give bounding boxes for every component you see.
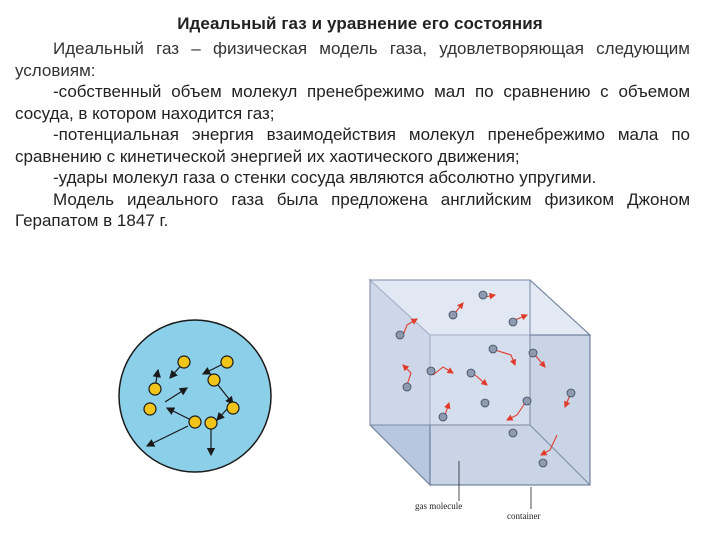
gas-molecule	[396, 331, 404, 339]
gas-molecule-caption: gas molecule	[415, 501, 463, 511]
gas-molecule	[427, 367, 435, 375]
gas-molecule	[489, 345, 497, 353]
paragraph-condition-energy: -потенциальная энергия взаимодействия молекул пренебрежимо мала по сравнению с кинетической энергией их хаотического движения;	[15, 125, 690, 166]
molecule	[221, 356, 233, 368]
vessel-circle	[119, 320, 271, 472]
molecule	[205, 417, 217, 429]
circle-gas-illustration	[115, 318, 275, 478]
molecule	[144, 403, 156, 415]
gas-molecule	[509, 318, 517, 326]
molecule	[227, 402, 239, 414]
gas-molecule	[539, 459, 547, 467]
molecule	[149, 383, 161, 395]
molecule	[189, 416, 201, 428]
paragraph-definition: Идеальный газ – физическая модель газа, удовлетворяющая следующим условиям:	[15, 39, 690, 80]
gas-molecule	[403, 383, 411, 391]
gas-molecule	[479, 291, 487, 299]
container-gas-illustration	[345, 275, 605, 525]
paragraph-history: Модель идеального газа была предложена английским физиком Джоном Герапатом в 1847 г.	[15, 189, 690, 230]
molecule	[208, 374, 220, 386]
body-text	[15, 38, 690, 232]
gas-molecule	[523, 397, 531, 405]
molecule	[178, 356, 190, 368]
gas-molecule	[481, 399, 489, 407]
gas-molecule	[449, 311, 457, 319]
container-front-face	[370, 280, 530, 425]
gas-molecule	[439, 413, 447, 421]
gas-molecule	[529, 349, 537, 357]
paragraph-condition-collisions: -удары молекул газа о стенки сосуда являются абсолютно упругими.	[53, 168, 597, 187]
container-caption: container	[507, 511, 541, 521]
gas-molecule	[467, 369, 475, 377]
page-title: Идеальный газ и уравнение его состояния	[177, 14, 543, 33]
paragraph-condition-volume: -собственный объем молекул пренебрежимо мал по сравнению с объемом сосуда, в котором находится газ;	[15, 82, 690, 123]
gas-molecule	[509, 429, 517, 437]
gas-molecule	[567, 389, 575, 397]
